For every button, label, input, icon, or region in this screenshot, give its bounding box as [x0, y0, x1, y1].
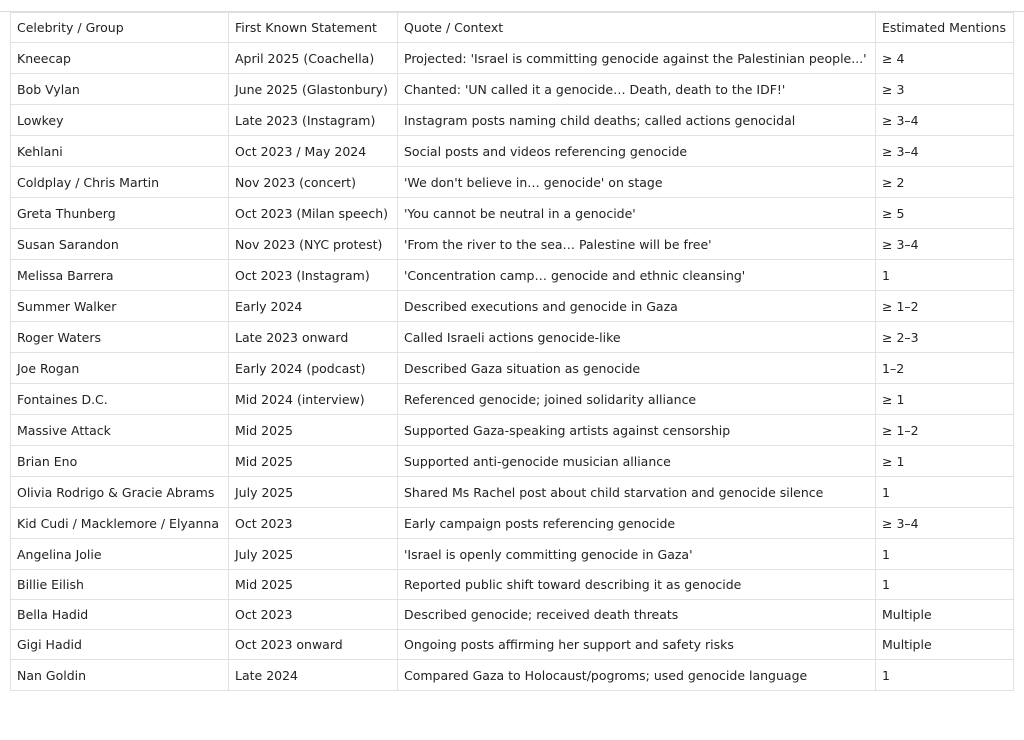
cell-celebrity-group: Roger Waters [11, 322, 229, 353]
cell-celebrity-group: Angelina Jolie [11, 539, 229, 570]
cell-quote-context: Shared Ms Rachel post about child starvation and genocide silence [398, 477, 876, 508]
cell-first-known-statement: Late 2023 (Instagram) [229, 105, 398, 136]
cell-quote-context: 'Concentration camp… genocide and ethnic cleansing' [398, 260, 876, 291]
cell-first-known-statement: Oct 2023 [229, 508, 398, 539]
cell-quote-context: Described Gaza situation as genocide [398, 353, 876, 384]
table-row [11, 105, 1014, 136]
cell-celebrity-group: Kehlani [11, 136, 229, 167]
cell-celebrity-group: Bella Hadid [11, 600, 229, 630]
table-row [11, 539, 1014, 570]
cell-estimated-mentions: ≥ 3–4 [876, 136, 1014, 167]
cell-celebrity-group: Billie Eilish [11, 570, 229, 600]
cell-celebrity-group: Fontaines D.C. [11, 384, 229, 415]
cell-quote-context: Projected: 'Israel is committing genocide against the Palestinian people...' [398, 43, 876, 74]
header-first-known-statement: First Known Statement [229, 13, 398, 43]
cell-quote-context: Social posts and videos referencing genocide [398, 136, 876, 167]
cell-celebrity-group: Bob Vylan [11, 74, 229, 105]
cell-celebrity-group: Gigi Hadid [11, 630, 229, 660]
header-estimated-mentions: Estimated Mentions [876, 13, 1014, 43]
cell-quote-context: Referenced genocide; joined solidarity alliance [398, 384, 876, 415]
cell-first-known-statement: Nov 2023 (concert) [229, 167, 398, 198]
cell-first-known-statement: Mid 2025 [229, 570, 398, 600]
cell-estimated-mentions: 1–2 [876, 353, 1014, 384]
table-row [11, 353, 1014, 384]
cell-celebrity-group: Olivia Rodrigo & Gracie Abrams [11, 477, 229, 508]
cell-first-known-statement: Oct 2023 [229, 600, 398, 630]
cell-estimated-mentions: ≥ 5 [876, 198, 1014, 229]
cell-celebrity-group: Lowkey [11, 105, 229, 136]
table-row [11, 291, 1014, 322]
table-row [11, 74, 1014, 105]
cell-first-known-statement: Early 2024 [229, 291, 398, 322]
cell-quote-context: 'From the river to the sea… Palestine will be free' [398, 229, 876, 260]
table-row [11, 477, 1014, 508]
cell-first-known-statement: Oct 2023 (Instagram) [229, 260, 398, 291]
cell-estimated-mentions: ≥ 1–2 [876, 291, 1014, 322]
table-row [11, 167, 1014, 198]
cell-estimated-mentions: ≥ 3–4 [876, 105, 1014, 136]
cell-quote-context: 'You cannot be neutral in a genocide' [398, 198, 876, 229]
cell-quote-context: Chanted: 'UN called it a genocide… Death, death to the IDF!' [398, 74, 876, 105]
table-row [11, 229, 1014, 260]
header-celebrity-group: Celebrity / Group [11, 13, 229, 43]
cell-estimated-mentions: ≥ 1 [876, 446, 1014, 477]
cell-estimated-mentions: 1 [876, 539, 1014, 570]
cell-first-known-statement: Mid 2025 [229, 415, 398, 446]
cell-celebrity-group: Greta Thunberg [11, 198, 229, 229]
cell-first-known-statement: Oct 2023 / May 2024 [229, 136, 398, 167]
cell-estimated-mentions: 1 [876, 570, 1014, 600]
celebrity-statements-table [10, 12, 1014, 691]
cell-first-known-statement: July 2025 [229, 539, 398, 570]
cell-estimated-mentions: ≥ 3 [876, 74, 1014, 105]
cell-estimated-mentions: ≥ 1 [876, 384, 1014, 415]
cell-quote-context: 'Israel is openly committing genocide in Gaza' [398, 539, 876, 570]
cell-estimated-mentions: ≥ 3–4 [876, 229, 1014, 260]
cell-estimated-mentions: ≥ 1–2 [876, 415, 1014, 446]
table-row [11, 415, 1014, 446]
cell-quote-context: Ongoing posts affirming her support and safety risks [398, 630, 876, 660]
cell-quote-context: Instagram posts naming child deaths; called actions genocidal [398, 105, 876, 136]
table-row [11, 43, 1014, 74]
cell-quote-context: Reported public shift toward describing it as genocide [398, 570, 876, 600]
table-row [11, 630, 1014, 660]
table-row [11, 260, 1014, 291]
cell-first-known-statement: July 2025 [229, 477, 398, 508]
cell-estimated-mentions: Multiple [876, 630, 1014, 660]
cell-first-known-statement: Late 2024 [229, 660, 398, 691]
table-row [11, 198, 1014, 229]
table-row [11, 384, 1014, 415]
header-quote-context: Quote / Context [398, 13, 876, 43]
cell-first-known-statement: Oct 2023 (Milan speech) [229, 198, 398, 229]
cell-estimated-mentions: ≥ 4 [876, 43, 1014, 74]
cell-estimated-mentions: 1 [876, 260, 1014, 291]
table-row [11, 600, 1014, 630]
cell-celebrity-group: Melissa Barrera [11, 260, 229, 291]
cell-celebrity-group: Summer Walker [11, 291, 229, 322]
cell-celebrity-group: Kid Cudi / Macklemore / Elyanna [11, 508, 229, 539]
table-row [11, 136, 1014, 167]
cell-estimated-mentions: 1 [876, 660, 1014, 691]
table-row [11, 660, 1014, 691]
cell-estimated-mentions: ≥ 2 [876, 167, 1014, 198]
table-row [11, 508, 1014, 539]
cell-celebrity-group: Coldplay / Chris Martin [11, 167, 229, 198]
header-row [11, 13, 1014, 43]
cell-quote-context: 'We don't believe in… genocide' on stage [398, 167, 876, 198]
cell-celebrity-group: Nan Goldin [11, 660, 229, 691]
cell-quote-context: Early campaign posts referencing genocide [398, 508, 876, 539]
cell-first-known-statement: Nov 2023 (NYC protest) [229, 229, 398, 260]
cell-first-known-statement: Early 2024 (podcast) [229, 353, 398, 384]
cell-first-known-statement: April 2025 (Coachella) [229, 43, 398, 74]
table-body [11, 43, 1014, 691]
cell-estimated-mentions: ≥ 3–4 [876, 508, 1014, 539]
cell-celebrity-group: Susan Sarandon [11, 229, 229, 260]
table-row [11, 446, 1014, 477]
cell-celebrity-group: Brian Eno [11, 446, 229, 477]
table-row [11, 570, 1014, 600]
cell-quote-context: Described executions and genocide in Gaza [398, 291, 876, 322]
cell-first-known-statement: Oct 2023 onward [229, 630, 398, 660]
table-row [11, 322, 1014, 353]
cell-quote-context: Called Israeli actions genocide-like [398, 322, 876, 353]
cell-estimated-mentions: ≥ 2–3 [876, 322, 1014, 353]
cell-quote-context: Described genocide; received death threats [398, 600, 876, 630]
cell-quote-context: Supported Gaza-speaking artists against censorship [398, 415, 876, 446]
cell-first-known-statement: June 2025 (Glastonbury) [229, 74, 398, 105]
cell-estimated-mentions: 1 [876, 477, 1014, 508]
cell-quote-context: Supported anti-genocide musician alliance [398, 446, 876, 477]
cell-celebrity-group: Joe Rogan [11, 353, 229, 384]
cell-celebrity-group: Massive Attack [11, 415, 229, 446]
cell-quote-context: Compared Gaza to Holocaust/pogroms; used genocide language [398, 660, 876, 691]
cell-estimated-mentions: Multiple [876, 600, 1014, 630]
cell-first-known-statement: Mid 2024 (interview) [229, 384, 398, 415]
cell-first-known-statement: Late 2023 onward [229, 322, 398, 353]
cell-first-known-statement: Mid 2025 [229, 446, 398, 477]
cell-celebrity-group: Kneecap [11, 43, 229, 74]
